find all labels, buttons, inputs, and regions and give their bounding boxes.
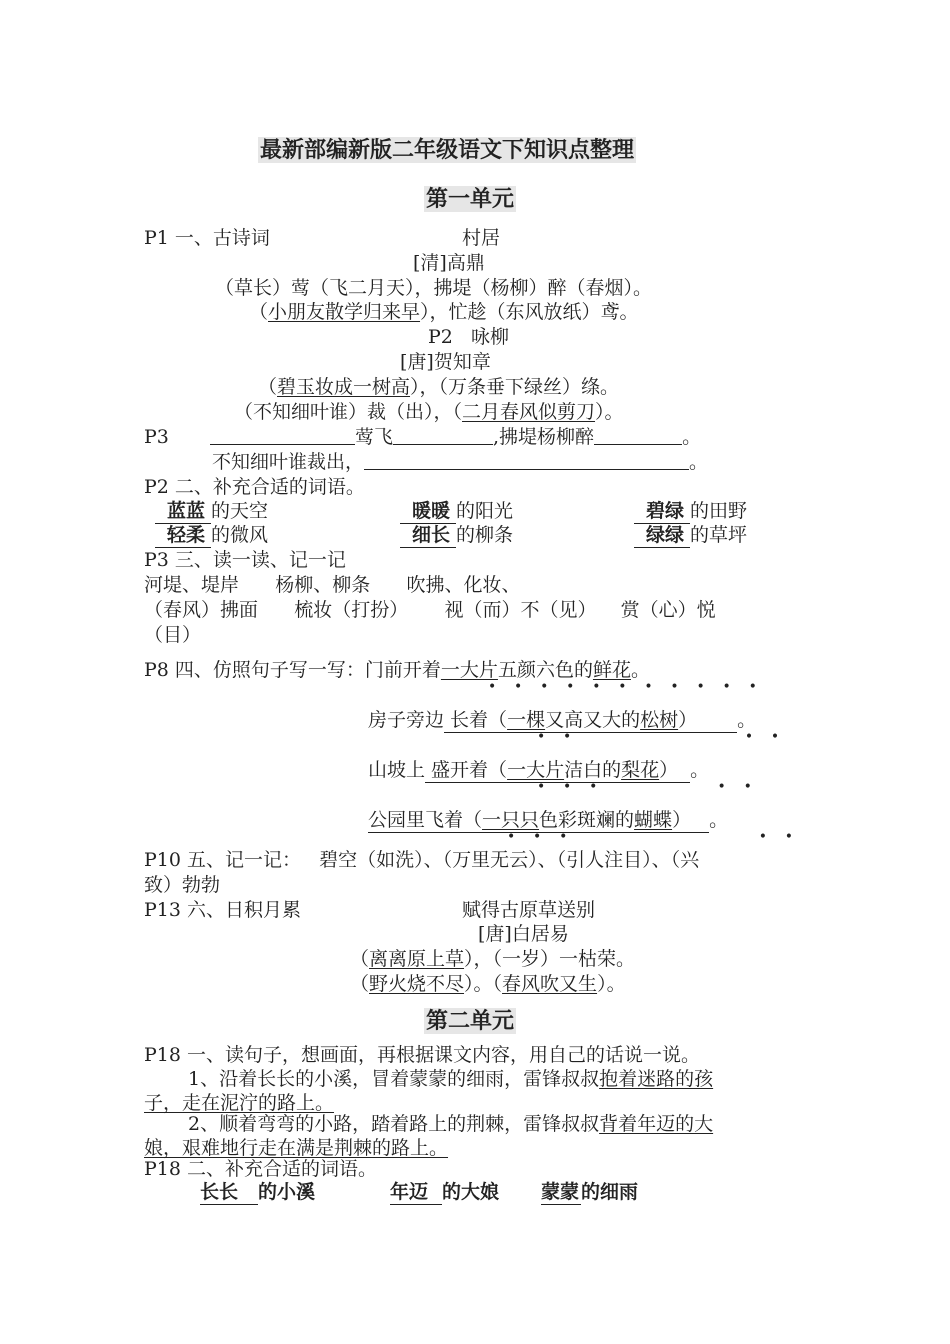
poem2-line1: （碧玉妆成一树高），（万条垂下绿丝）绦。 [258,376,620,398]
emphasis-dots: • • • • [537,729,780,745]
poem3-line2: （野火烧不尽）。（春风吹又生）。 [350,973,626,995]
sentence-2-line1: 2、顺着弯弯的小路，踏着路上的荆棘，雷锋叔叔背着年迈的大 [188,1113,714,1135]
word-item: 轻柔 的微风 [155,523,268,548]
blank[interactable] [393,426,493,445]
poem3-line1: （离离原上草），（一岁）一枯荣。 [350,948,636,970]
word-item: 碧绿 的田野 [634,499,747,524]
word-item: 细长 的柳条 [400,523,513,548]
sentence-2-line2: 娘，艰难地行走在满是荆棘的路上。 [144,1137,449,1159]
blank[interactable] [594,426,682,445]
word-item: 暖暖 的阳光 [400,499,513,524]
word-item: 蓝蓝 的天空 [155,499,268,524]
word-item: 长长 的小溪 [200,1181,316,1203]
p3-label: P3 [144,426,169,448]
memorize-line1: P10 五、记一记： 碧空（如洗）、（万里无云）、（引人注目）、（兴 [144,849,700,871]
blank[interactable] [364,451,689,470]
poem3-author: [唐]白居易 [478,923,569,945]
word-item: 年迈 的大娘 [390,1181,500,1203]
imitation-answer-3: 公园里飞着（一只只色彩斑斓的蝴蝶） 。 [368,809,729,831]
p3-fill-line1: 莺飞 ,拂堤杨柳醉 。 [210,425,701,449]
poem1-line2: （小朋友散学归来早），忙趁（东风放纸）鸢。 [249,301,639,323]
section-daily-label: P13 六、日积月累 [144,899,302,921]
imitation-example: P8 四、仿照句子写一写：门前开着一大片五颜六色的鲜花。 [144,659,650,681]
read-line3: （目） [144,624,202,646]
imitation-answer-2: 山坡上 盛开着（一大片洁白的梨花） 。 [368,759,710,781]
blank[interactable] [210,426,355,445]
unit2-heading: 第二单元 [426,1008,515,1034]
poem1-author: [清]高鼎 [413,252,485,274]
unit1-heading: 第一单元 [426,186,515,212]
read-line2: （春风）拂面 梳妆（打扮） 视（而）不（见） 赏（心）悦 [144,599,716,621]
emphasis-dots: • • • • • • • • • • • [488,679,757,695]
poem2-author: [唐]贺知章 [400,351,491,373]
emphasis-dots: • • • • • [507,829,794,845]
read-line1: 河堤、堤岸 杨柳、柳条 吹拂、化妆、 [144,574,521,596]
document-title: 最新部编新版二年级语文下知识点整理 [260,137,635,163]
section-read-label: P3 三、读一读、记一记 [144,549,346,571]
section-read-sentences-label: P18 一、读句子，想画面，再根据课文内容，用自己的话说一说。 [144,1044,701,1066]
poem2-title: P2 咏柳 [428,326,509,348]
section-words-label-2: P18 二、补充合适的词语。 [144,1158,378,1180]
sentence-1-line1: 1、沿着长长的小溪，冒着蒙蒙的细雨，雷锋叔叔抱着迷路的孩 [188,1068,714,1090]
poem2-line2: （不知细叶谁）裁（出），（二月春风似剪刀）。 [234,401,624,423]
emphasis-dots: • • • • • [537,779,752,795]
poem3-title: 赋得古原草送别 [462,899,596,921]
imitation-answer-1: 房子旁边 长着（一棵又高又大的松树） 。 [368,709,757,731]
sentence-1-line2: 子，走在泥泞的路上。 [144,1092,335,1114]
word-item: 绿绿 的草坪 [634,523,747,548]
memorize-line2: 致）勃勃 [144,874,221,896]
word-item: 蒙蒙 的细雨 [541,1181,639,1203]
poem1-title: 村居 [462,227,501,249]
poem1-line1: （草长）莺（飞二月天），拂堤（杨柳）醉（春烟）。 [215,277,653,299]
section-words-label: P2 二、补充合适的词语。 [144,476,365,498]
section-ancient-poems-label: P1 一、古诗词 [144,227,270,249]
p3-fill-line2: 不知细叶谁裁出， 。 [212,451,709,473]
